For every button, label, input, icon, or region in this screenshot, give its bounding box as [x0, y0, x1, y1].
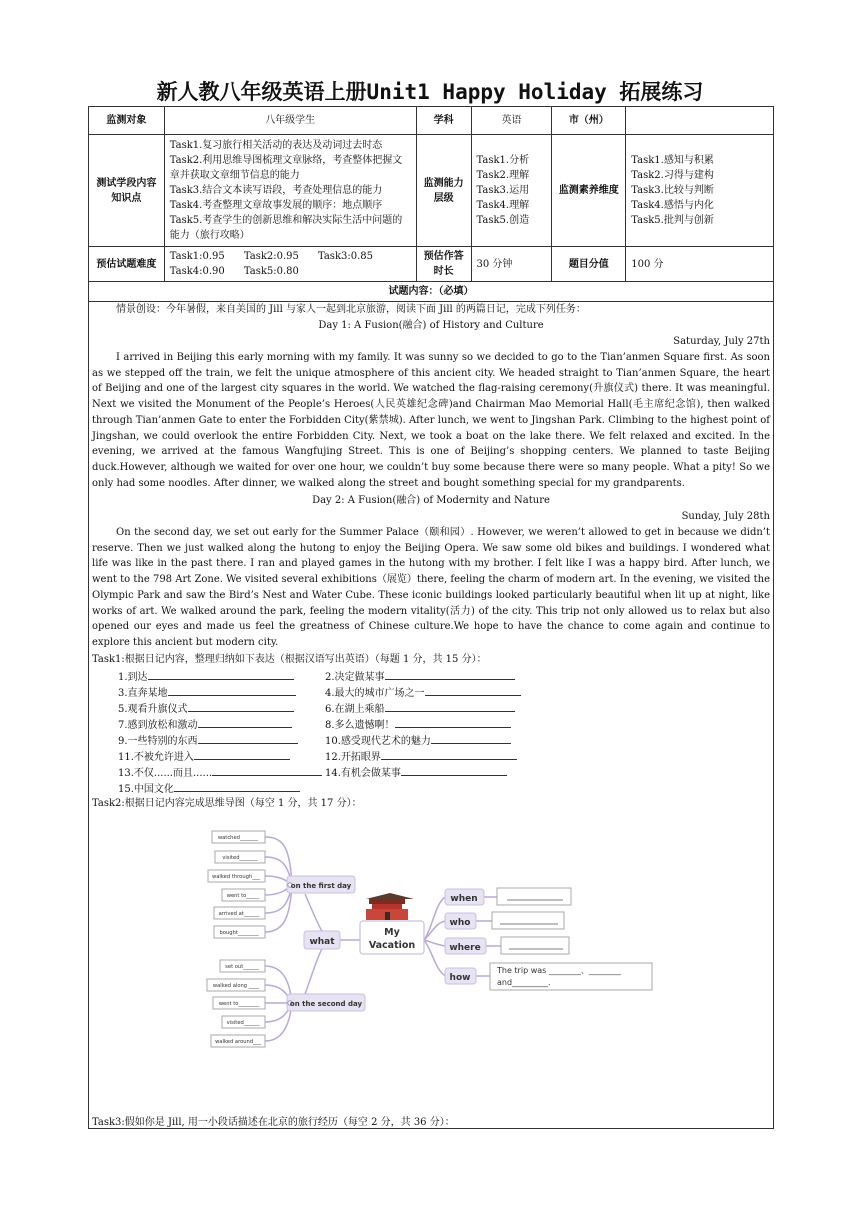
map-item-second-3: visited______ — [226, 1020, 260, 1026]
point-line: 能力（旅行攻略） — [169, 230, 250, 241]
exercise-item: 11.不被允许进入 — [118, 748, 290, 763]
subject-value: 英语 — [471, 107, 552, 135]
map-label-where: where — [449, 943, 481, 953]
exercise-item: 15.中国文化 — [118, 780, 300, 795]
map-item-second-0: set out______ — [225, 964, 259, 970]
label-ability: 监测能力层级 — [416, 135, 471, 247]
how-line: and_________. — [497, 978, 551, 987]
exercise-item: 12.开拓眼界 — [325, 748, 517, 763]
difficulty-line: Task1:0.95 Task2:0.95 Task3:0.85 — [169, 251, 373, 262]
how-line: The trip was ________、________ — [497, 966, 621, 975]
map-label-when: when — [450, 894, 478, 904]
exercise-item: 3.直奔某地 — [118, 684, 296, 699]
map-item-first-2: walked through___ — [212, 874, 260, 880]
map-center-line: Vacation — [368, 940, 416, 951]
day2-body: On the second day, we set out early for the Summer Palace（颐和园）. However, we weren’t allowed to get in because we didn’t reserve. Then we just walked along the hutong to enjoy the Beijing Opera. We saw some old bikes and buildings. I wondered what life was like in the past there. I ran and played games in the hutong with my brother. I felt like I was a happy bird. After lunch, we went to the 798 Art Zone. We visited several exhibitions（展览）there, feeling the charm of modern art. In the evening, we visited the Olympic Park and saw the Bird’s Nest and Water Cube. These iconic buildings looked particularly beautiful when lit up at night, like works of art. We walked around the park, feeling the modern vitality(活力) of the city. This trip not only allowed us to relax but also opened our eyes and made us feel the greatness of Chinese culture.We hope to have the chance to come again and continue to explore this ancient but modern city. — [92, 527, 770, 648]
exercise-item: 6.在湖上乘船 — [325, 700, 515, 715]
exercise-item: 1.到达 — [118, 668, 294, 683]
task2-instruction: Task2:根据日记内容完成思维导图（每空 1 分，共 17 分）： — [92, 798, 362, 809]
map-label-what: what — [309, 937, 335, 947]
exercise-item: 5.观看升旗仪式 — [118, 700, 294, 715]
ability-line: Task2.理解 — [476, 170, 530, 181]
day1-date: Saturday, July 27th — [673, 336, 770, 347]
map-item-first-1: visited_______ — [222, 855, 258, 861]
map-item-first-4: arrived at______ — [218, 911, 260, 917]
map-item-first-0: watched_______ — [217, 835, 259, 841]
exercise-item: 13.不仅......而且...... — [118, 764, 322, 779]
day2-date: Sunday, July 28th — [681, 511, 770, 522]
point-line: Task1.复习旅行相关活动的表达及动词过去时态 — [169, 140, 383, 151]
point-line: 章并获取文章细节信息的能力 — [169, 170, 300, 181]
quality-line: Task3.比较与判断 — [631, 185, 714, 196]
quality-line: Task4.感悟与内化 — [631, 200, 714, 211]
exercise-item: 7.感到放松和激动 — [118, 716, 292, 731]
task3-instruction: Task3:假如你是 Jill, 用一小段话描述在北京的旅行经历（每空 2 分，共 36 分）： — [92, 1117, 455, 1128]
point-line: Task3.结合文本读写语段，考查处理信息的能力 — [169, 185, 383, 196]
map-connector — [424, 921, 446, 940]
map-label-who: who — [449, 918, 471, 928]
map-label-first-day: on the first day — [290, 882, 352, 890]
label-target: 监测对象 — [89, 107, 165, 135]
exercise-item: 10.感受现代艺术的魅力 — [325, 732, 511, 747]
exercise-item: 9.一些特别的东西 — [118, 732, 298, 747]
content-header: 试题内容：（必填） — [89, 282, 774, 302]
quality-line: Task1.感知与积累 — [631, 155, 714, 166]
label-city: 市（州） — [552, 107, 626, 135]
map-connector — [424, 897, 446, 940]
map-item-first-3: went to_____ — [226, 893, 260, 899]
quality-line: Task5.批判与创新 — [631, 215, 714, 226]
label-difficulty: 预估试题难度 — [89, 247, 165, 282]
exercise-item: 2.决定做某事 — [325, 668, 515, 683]
ability-line: Task5.创造 — [476, 215, 530, 226]
ability-line: Task4.理解 — [476, 200, 530, 211]
difficulty-line: Task4:0.90 Task5:0.80 — [169, 266, 299, 277]
day1-body: I arrived in Beijing this early morning with my family. It was sunny so we decided to go to the Tian’anmen Square first. As soon as we stepped off the train, we felt the unique atmosphere of this ancient city. We headed straight to Tian’anmen Square, the heart of Beijing and one of the largest city squares in the world. We watched the flag-raising ceremony(升旗仪式) there. It was meaningful. Next we visited the Monument of the People’s Heroes(人民英雄纪念碑)and Chairman Mao Memorial Hall(毛主席纪念馆), then walked through Tian’anmen Gate to enter the Forbidden City(紫禁城). After lunch, we went to Jingshan Park. Climbing to the highest point of Jingshan, we could overlook the entire Forbidden City. Next, we took a boat on the lake there. We felt relaxed and excited. In the evening, we arrived at the famous Wangfujing Street. This is one of Beijing’s shopping centers. We planned to taste Beijing duck.However, although we waited for over one hour, we couldn’t buy some because there were so many people. What a pity! So we only had some noodles. After dinner, we walked along the street and bought something special for my grandparents. — [92, 352, 770, 489]
map-item-second-4: walked around___ — [215, 1039, 261, 1045]
map-item-second-2: went to________ — [218, 1001, 260, 1007]
answer-box-where — [501, 937, 569, 954]
map-item-second-1: walked along ____ — [212, 983, 260, 989]
target-value: 八年级学生 — [164, 107, 416, 135]
intro-text: 情景创设：今年暑假，来自美国的 Jill 与家人一起到北京旅游，阅读下面 Jill 的两篇日记，完成下列任务： — [116, 304, 586, 315]
point-line: Task4.考查整理文章故事发展的顺序：地点顺序 — [169, 200, 383, 211]
map-label-how: how — [449, 973, 471, 983]
label-quality: 监测素养维度 — [552, 135, 626, 247]
map-center-line: My — [384, 927, 400, 938]
point-line: Task5.考查学生的创新思维和解决实际生活中问题的 — [169, 215, 403, 226]
label-points: 测试学段内容知识点 — [89, 135, 165, 247]
label-subject: 学科 — [416, 107, 471, 135]
task1-instruction: Task1:根据日记内容，整理归纳如下表达（根据汉语写出英语）（每题 1 分，共 15 分）： — [92, 654, 487, 665]
quality-line: Task2.习得与建构 — [631, 170, 714, 181]
answer-box-who — [492, 912, 564, 929]
map-item-first-5: bought________ — [219, 930, 259, 936]
score-value: 100 分 — [626, 247, 774, 282]
ability-line: Task3.运用 — [476, 185, 530, 196]
label-time: 预估作答时长 — [416, 247, 471, 282]
page-title: 新人教八年级英语上册Unit1 Happy Holiday 拓展练习 — [156, 80, 704, 104]
map-connector — [305, 894, 322, 931]
map-label-second-day: on the second day — [289, 1000, 363, 1008]
exercise-item: 8.多么遗憾啊！ — [325, 716, 511, 731]
tiananmen-gate-icon — [366, 893, 414, 920]
day2-heading: Day 2: A Fusion(融合) of Modernity and Nature — [312, 495, 550, 506]
answer-box-when — [497, 888, 571, 905]
map-connector — [305, 949, 322, 994]
point-line: Task2.利用思维导图梳理文章脉络，考查整体把握文 — [169, 155, 403, 166]
exercise-item: 14.有机会做某事 — [325, 764, 507, 779]
day1-heading: Day 1: A Fusion(融合) of History and Culture — [318, 320, 544, 331]
exercise-item: 4.最大的城市广场之一 — [325, 684, 521, 699]
time-value: 30 分钟 — [471, 247, 552, 282]
label-score: 题目分值 — [552, 247, 626, 282]
ability-line: Task1.分析 — [476, 155, 530, 166]
